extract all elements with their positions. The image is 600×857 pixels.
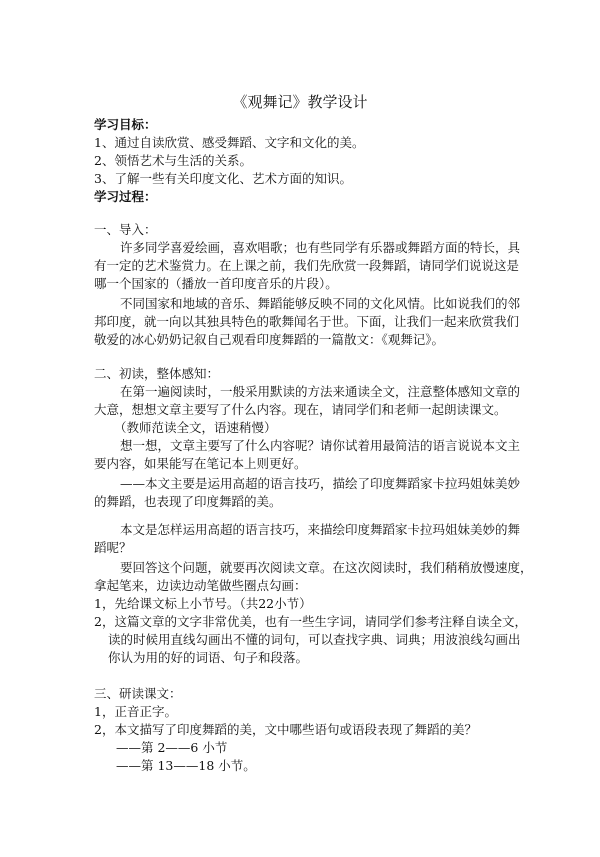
list-item-continuation: 读的时候用直线勾画出不懂的词句，可以查找字典、词典；用波浪线勾画出 [108, 632, 521, 647]
section-heading: 三、研读课文： [94, 686, 182, 701]
goal-item: 2、领悟艺术与生活的关系。 [94, 153, 252, 168]
paragraph-line: ——本文主要是运用高超的语言技巧，描绘了印度舞蹈家卡拉玛姐妹美妙 [120, 476, 521, 491]
list-item: 2，本文描写了印度舞蹈的美，文中哪些语句或语段表现了舞蹈的美？ [94, 722, 477, 737]
paragraph-line: 敬爱的冰心奶奶记叙自己观看印度舞蹈的一篇散文：《观舞记》。 [94, 332, 445, 347]
teacher-note: （教师范读全文，语速稍慢） [114, 420, 277, 435]
process-heading: 学习过程： [94, 189, 157, 204]
document-title: 《观舞记》教学设计 [232, 93, 368, 111]
paragraph-line: 不同国家和地域的音乐、舞蹈能够反映不同的文化风情。比如说我们的邻 [120, 296, 521, 311]
section-heading: 一、导入： [94, 222, 157, 237]
paragraph-line: 要回答这个问题，就要再次阅读文章。在这次阅读时，我们稍稍放慢速度， [120, 560, 533, 575]
list-item: 1，正音正字。 [94, 704, 177, 719]
paragraph-line: 本文是怎样运用高超的语言技巧，来描绘印度舞蹈家卡拉玛姐妹美妙的舞 [120, 522, 521, 537]
answer-line: ——第 13——18 小节。 [116, 758, 256, 773]
goals-heading: 学习目标： [94, 117, 157, 132]
paragraph-line: 在第一遍阅读时，一般采用默读的方法来通读全文，注意整体感知文章的 [120, 384, 521, 399]
paragraph-line: 要内容，如果能写在笔记本上则更好。 [94, 456, 307, 471]
goal-item: 1、通过自读欣赏、感受舞蹈、文字和文化的美。 [94, 135, 365, 150]
paragraph-line: 邦印度，就一向以其独具特色的歌舞闻名于世。下面，让我们一起来欣赏我们 [94, 314, 520, 329]
list-item: 2，这篇文章的文字非常优美，也有一些生字词，请同学们参考注释自读全文， [94, 614, 527, 629]
list-item-continuation: 你认为用的好的词语、句子和段落。 [108, 650, 309, 665]
paragraph-line: 拿起笔来，边读边动笔做些圈点勾画： [94, 578, 307, 593]
paragraph-line: 蹈呢？ [94, 540, 132, 555]
section-heading: 二、初读，整体感知： [94, 366, 220, 381]
paragraph-line: 大意，想想文章主要写了什么内容。现在，请同学们和老师一起朗读课文。 [94, 402, 507, 417]
paragraph-line: 有一定的艺术鉴赏力。在上课之前，我们先欣赏一段舞蹈，请同学们说说这是 [94, 258, 520, 273]
answer-line: ——第 2——6 小节 [116, 740, 228, 755]
goal-item: 3、了解一些有关印度文化、艺术方面的知识。 [94, 171, 352, 186]
paragraph-line: 想一想，文章主要写了什么内容呢？请你试着用最简洁的语言说说本文主 [120, 438, 521, 453]
paragraph-line: 哪一个国家的（播放一首印度音乐的片段）。 [94, 276, 338, 291]
paragraph-line: 许多同学喜爱绘画，喜欢唱歌；也有些同学有乐器或舞蹈方面的特长，具 [120, 240, 521, 255]
list-item: 1，先给课文标上小节号。（共22小节） [94, 596, 312, 611]
paragraph-line: 的舞蹈，也表现了印度舞蹈的美。 [94, 494, 282, 509]
